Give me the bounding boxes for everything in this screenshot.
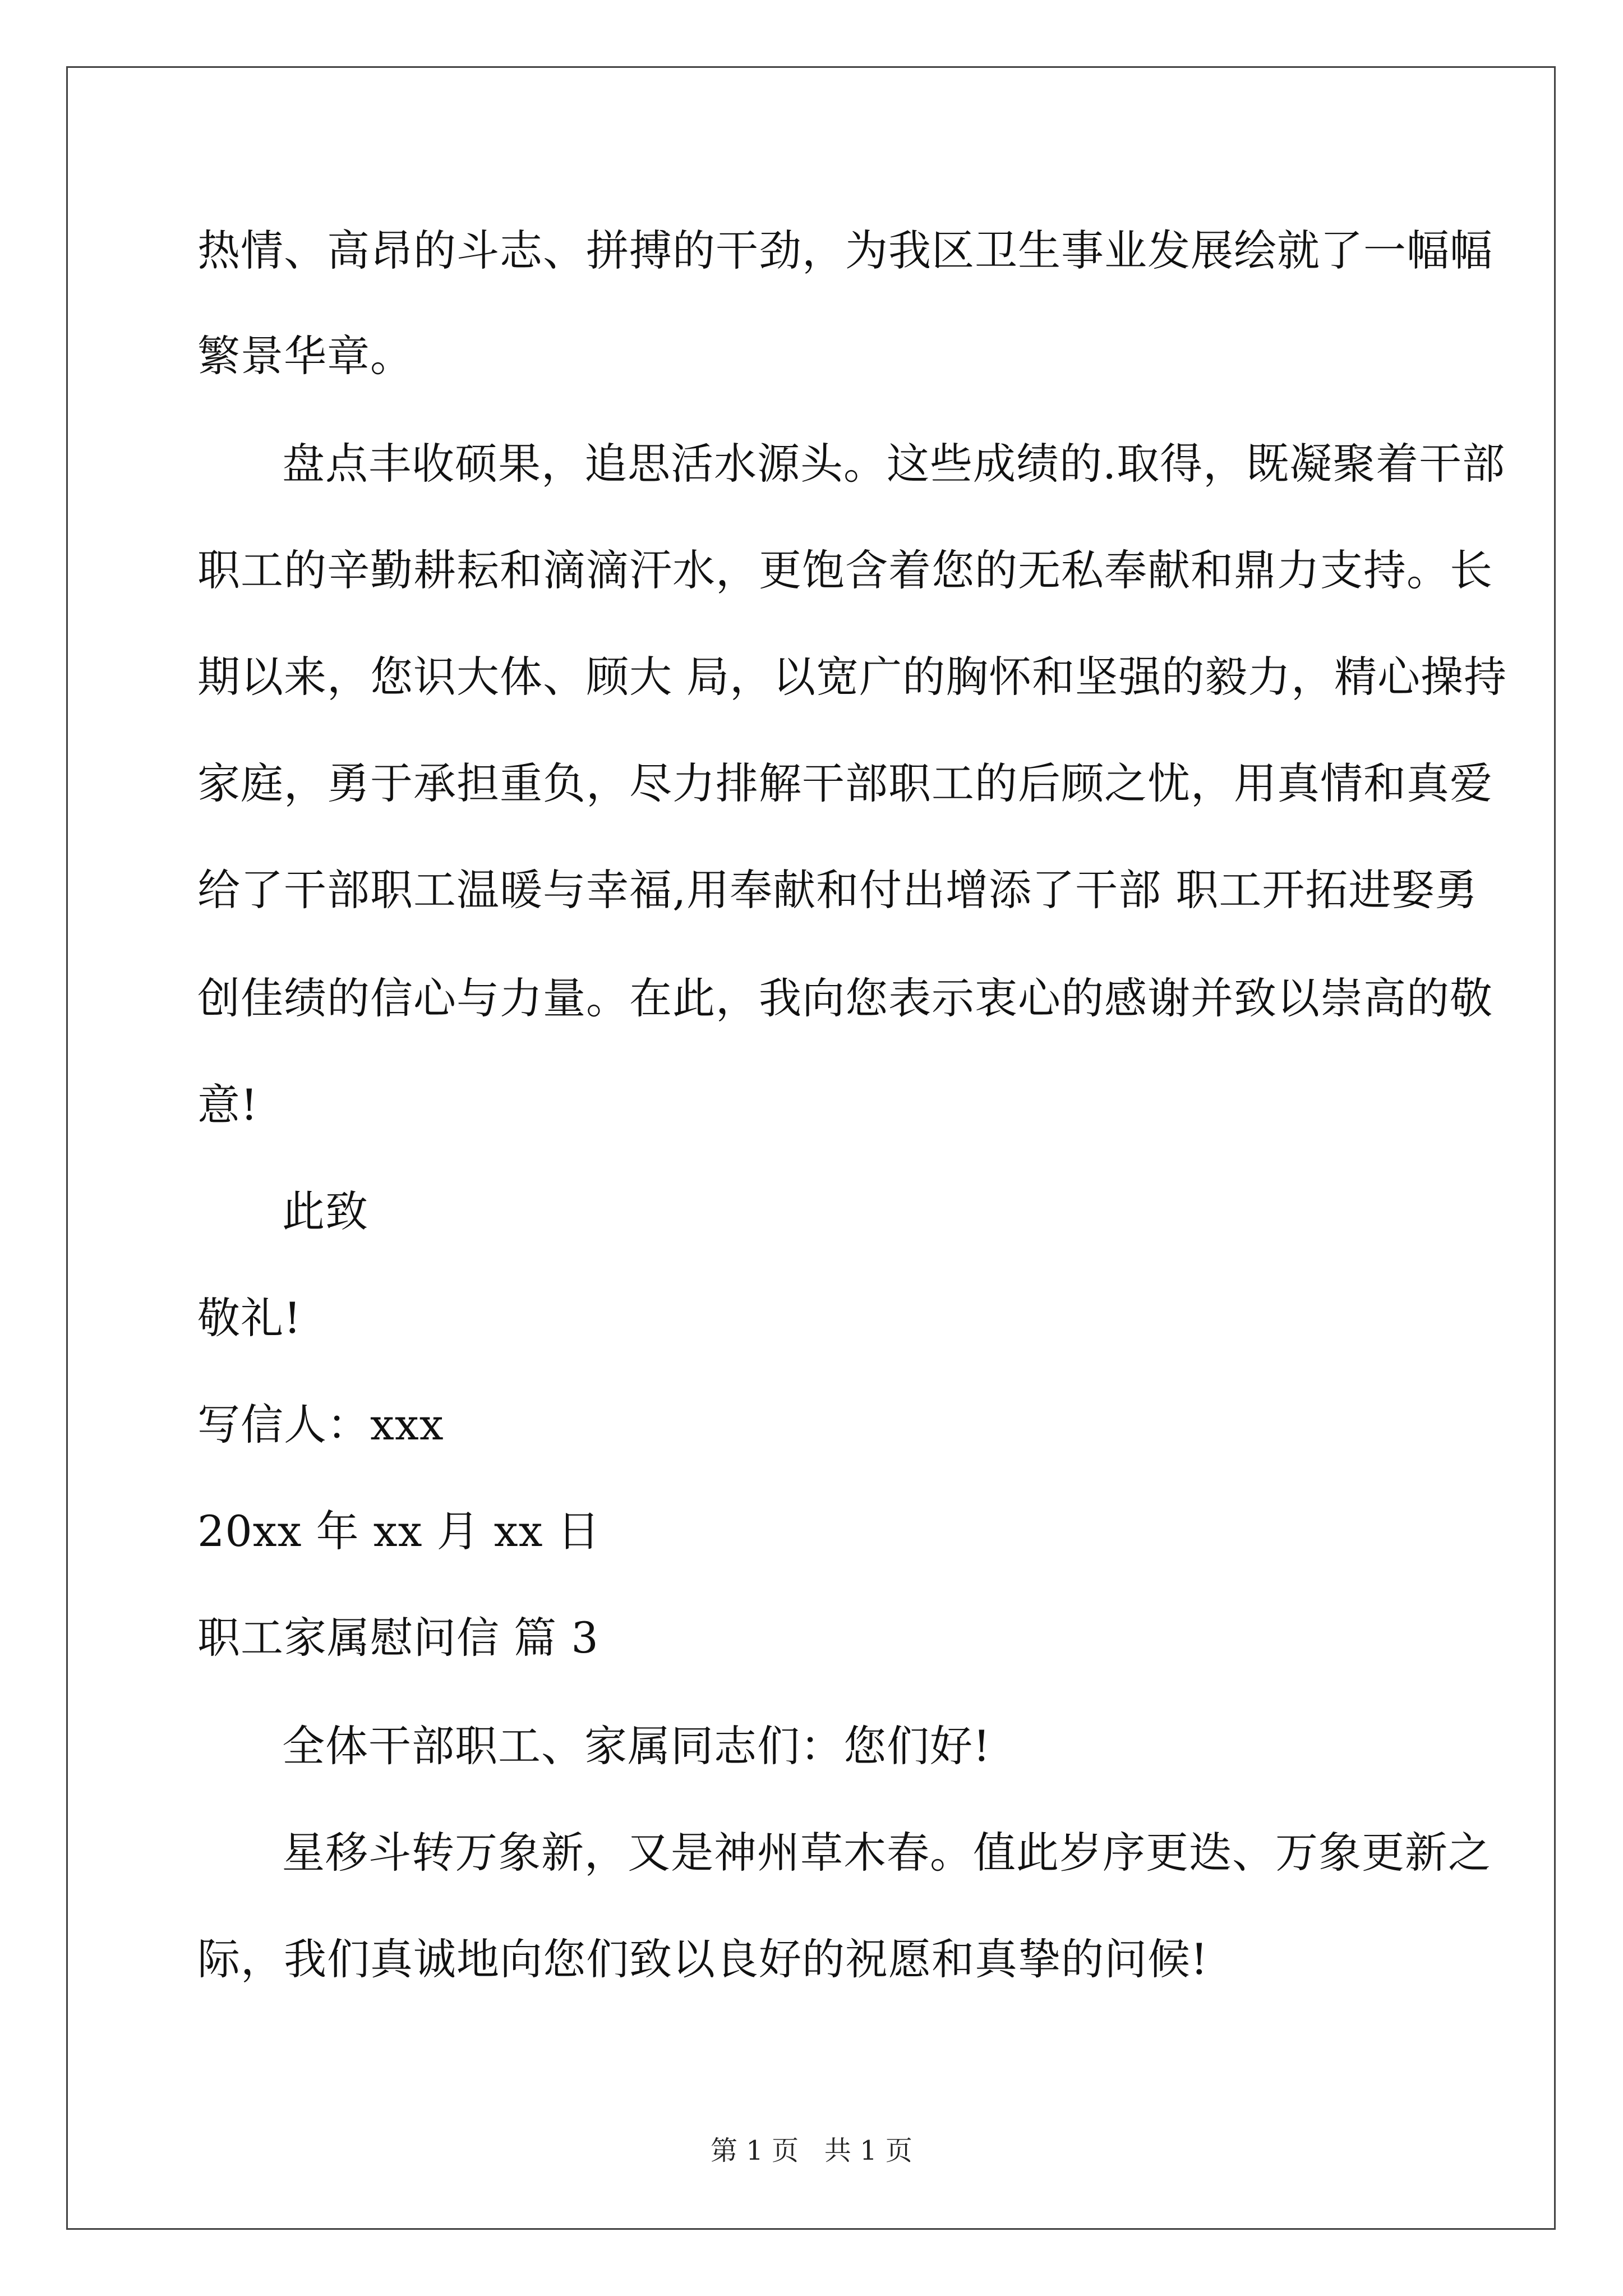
signature-writer: 写信人：xxx	[197, 1400, 444, 1450]
text-line: 家庭，勇于承担重负，尽力排解干部职工的后顾之忧，用真情和真爱	[197, 758, 1493, 808]
text-line: 繁景华章。	[197, 331, 413, 381]
page-border	[66, 66, 1556, 2230]
page-footer: 第 1 页 共 1 页	[711, 2135, 912, 2166]
closing-regards: 敬礼!	[197, 1293, 302, 1343]
greeting-line: 全体干部职工、家属同志们：您们好!	[282, 1721, 991, 1771]
text-line: 创佳绩的信心与力量。在此，我向您表示衷心的感谢并致以崇高的敬	[197, 973, 1493, 1023]
signature-date: 20xx 年 xx 月 xx 日	[197, 1506, 601, 1556]
text-line: 际，我们真诚地向您们致以良好的祝愿和真挚的问候!	[197, 1934, 1209, 1984]
text-line: 意!	[197, 1080, 259, 1130]
closing-salutation: 此致	[282, 1186, 368, 1236]
text-line: 盘点丰收硕果，追思活水源头。这些成绩的.取得，既凝聚着干部	[282, 439, 1506, 489]
text-line: 期以来，您识大体、顾大 局，以宽广的胸怀和坚强的毅力，精心操持	[197, 652, 1507, 702]
text-line: 给了干部职工温暖与幸福,用奉献和付出增添了干部 职工开拓进娶勇	[197, 865, 1478, 915]
text-line: 热情、高昂的斗志、拼搏的干劲，为我区卫生事业发展绘就了一幅幅	[197, 226, 1493, 275]
section-heading: 职工家属慰问信 篇 3	[197, 1613, 599, 1663]
text-line: 星移斗转万象新，又是神州草木春。值此岁序更迭、万象更新之	[282, 1828, 1491, 1878]
text-line: 职工的辛勤耕耘和滴滴汗水，更饱含着您的无私奉献和鼎力支持。长	[197, 545, 1493, 595]
